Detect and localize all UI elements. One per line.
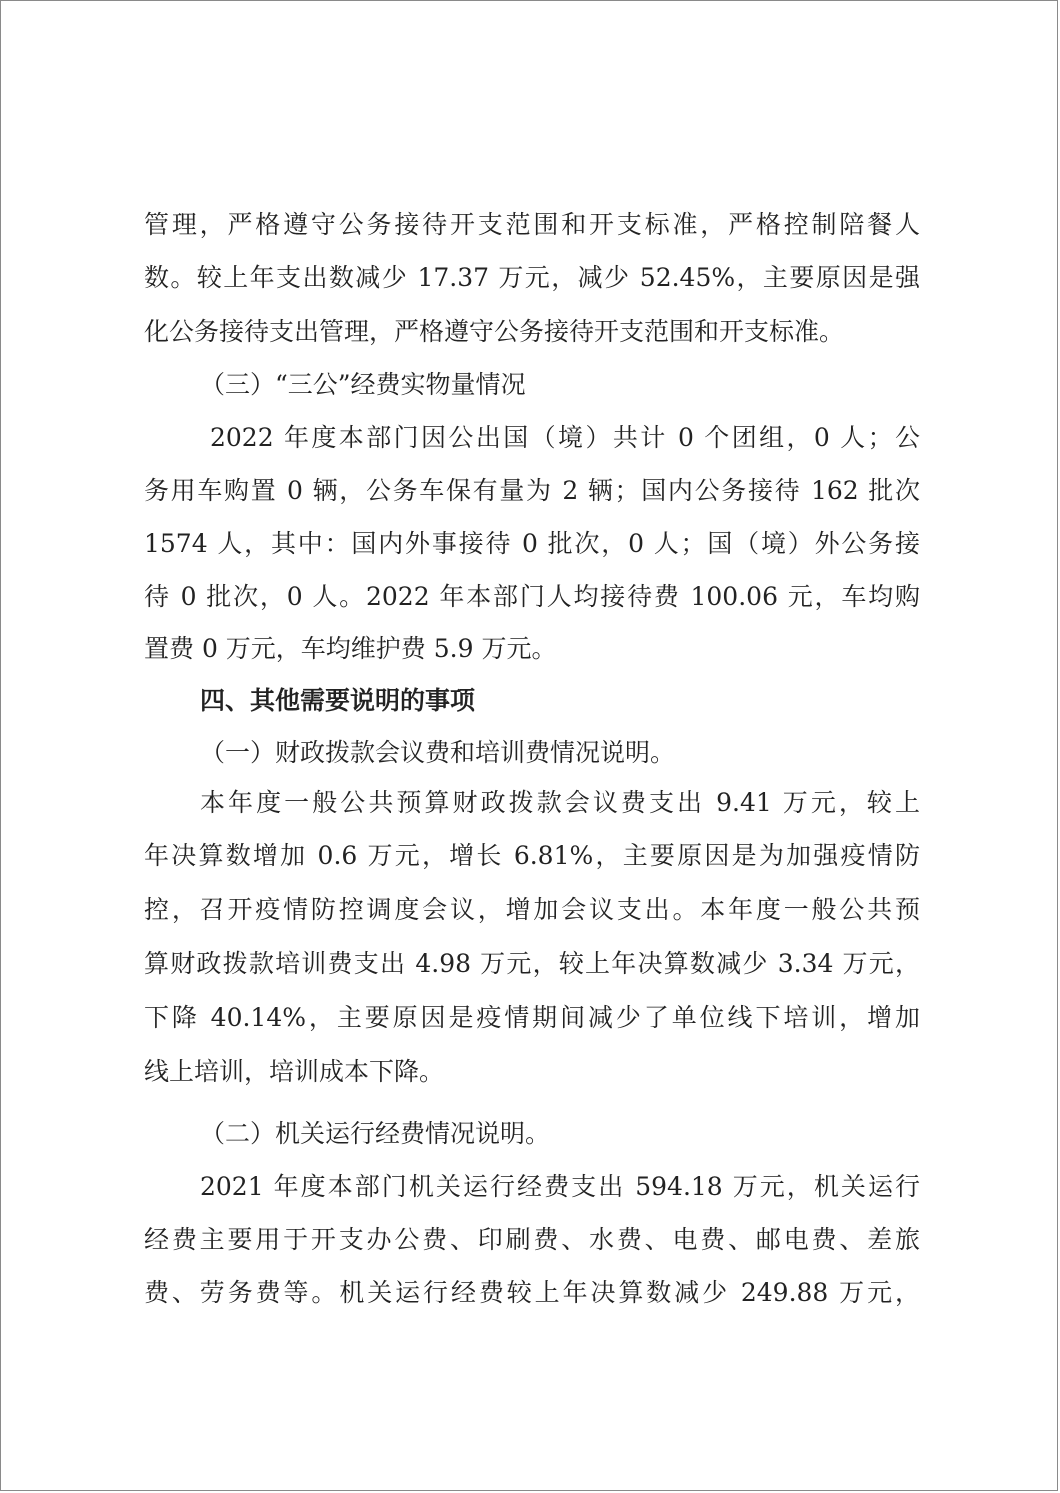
paragraph-line: 算财政拨款培训费支出 4.98 万元，较上年决算数减少 3.34 万元， xyxy=(144,949,920,978)
paragraph-line: 2022 年度本部门因公出国（境）共计 0 个团组，0 人；公 xyxy=(210,423,920,452)
paragraph-line: 年决算数增加 0.6 万元，增长 6.81%，主要原因是为加强疫情防 xyxy=(144,841,920,870)
section-subheading: （二）机关运行经费情况说明。 xyxy=(200,1119,551,1148)
paragraph-line: 下降 40.14%，主要原因是疫情期间减少了单位线下培训，增加 xyxy=(144,1003,920,1032)
section-subheading: （三）“三公”经费实物量情况 xyxy=(200,370,526,399)
paragraph-line: 化公务接待支出管理，严格遵守公务接待开支范围和开支标准。 xyxy=(144,317,845,346)
paragraph-line: 经费主要用于开支办公费、印刷费、水费、电费、邮电费、差旅 xyxy=(144,1225,920,1254)
paragraph-line: 务用车购置 0 辆，公务车保有量为 2 辆；国内公务接待 162 批次 xyxy=(144,476,920,505)
paragraph-line: 费、劳务费等。机关运行经费较上年决算数减少 249.88 万元， xyxy=(144,1278,920,1307)
paragraph-line: 本年度一般公共预算财政拨款会议费支出 9.41 万元，较上 xyxy=(200,788,920,817)
section-heading: 四、其他需要说明的事项 xyxy=(200,686,476,715)
paragraph-line: 控，召开疫情防控调度会议，增加会议支出。本年度一般公共预 xyxy=(144,895,920,924)
paragraph-line: 数。较上年支出数减少 17.37 万元，减少 52.45%，主要原因是强 xyxy=(144,263,920,292)
section-subheading: （一）财政拨款会议费和培训费情况说明。 xyxy=(200,738,676,767)
paragraph-line: 1574 人，其中：国内外事接待 0 批次，0 人；国（境）外公务接 xyxy=(144,529,920,558)
paragraph-line: 管理，严格遵守公务接待开支范围和开支标准，严格控制陪餐人 xyxy=(144,210,920,239)
paragraph-line: 置费 0 万元，车均维护费 5.9 万元。 xyxy=(144,634,557,663)
paragraph-line: 待 0 批次，0 人。2022 年本部门人均接待费 100.06 元，车均购 xyxy=(144,582,920,611)
paragraph-line: 线上培训，培训成本下降。 xyxy=(144,1057,445,1086)
paragraph-line: 2021 年度本部门机关运行经费支出 594.18 万元，机关运行 xyxy=(200,1172,920,1201)
